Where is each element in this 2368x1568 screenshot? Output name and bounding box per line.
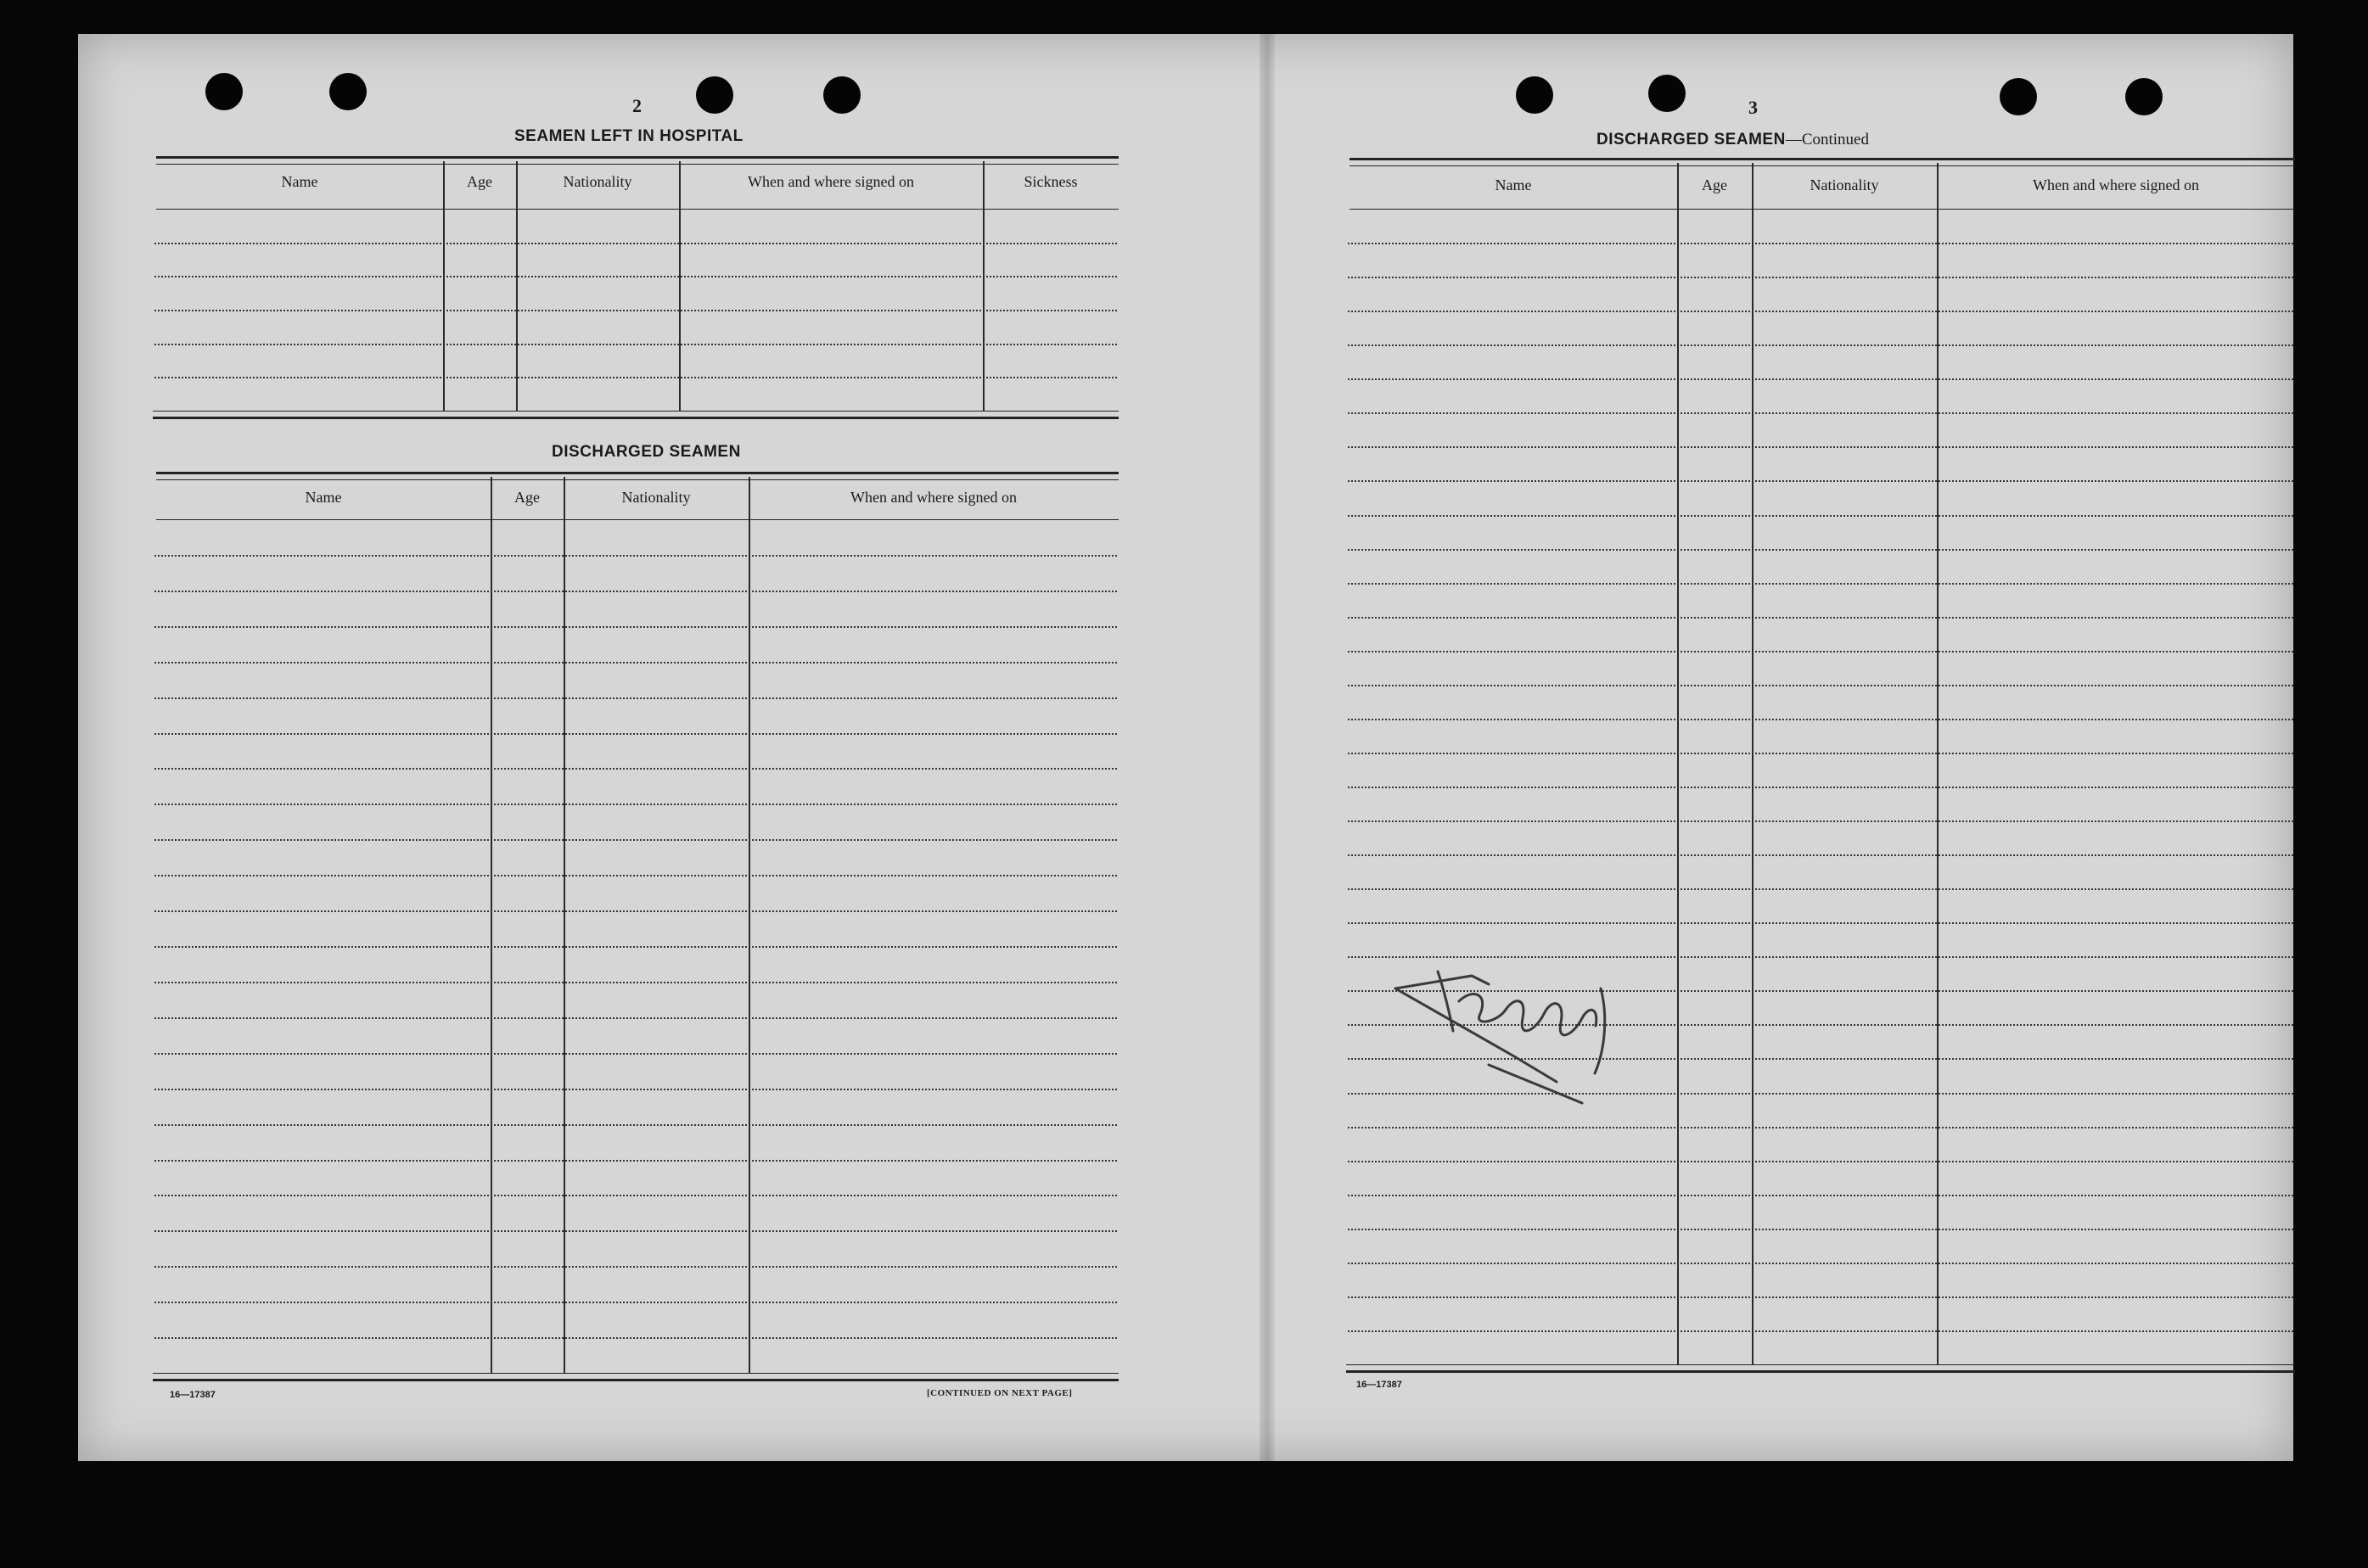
column-divider — [983, 161, 985, 411]
table-row-line — [154, 243, 1117, 244]
table-row-line — [154, 276, 1117, 277]
column-divider — [564, 477, 565, 1373]
column-header: Age — [467, 173, 492, 190]
table-row-line — [1348, 515, 2293, 517]
table-row-line — [1348, 1195, 2293, 1196]
column-header: Nationality — [621, 489, 691, 506]
column-header: Sickness — [1024, 173, 1078, 190]
handwritten-signature — [1378, 938, 1684, 1107]
table-row-line — [1348, 719, 2293, 720]
column-header: Age — [514, 489, 540, 506]
table-row-line — [1348, 990, 2293, 992]
form-code: 16—17387 — [1356, 1380, 1402, 1390]
table-row-line — [154, 591, 1117, 592]
table-row-line — [1348, 1058, 2293, 1060]
column-divider — [516, 161, 518, 411]
center-fold — [1260, 34, 1275, 1461]
table-row-line — [154, 1266, 1117, 1268]
table-row-line — [1348, 888, 2293, 890]
table-bottom-rule — [153, 1373, 1119, 1381]
table-row-line — [154, 662, 1117, 664]
table-row-line — [154, 733, 1117, 735]
column-header: When and where signed on — [748, 173, 914, 190]
punch-hole — [329, 73, 367, 110]
page-number: 3 — [1748, 97, 1758, 118]
table-row-line — [154, 697, 1117, 699]
table-row-line — [154, 310, 1117, 311]
column-header: When and where signed on — [2033, 176, 2199, 193]
left-page — [78, 34, 1258, 1461]
table-row-line — [154, 875, 1117, 876]
table-row-line — [154, 1089, 1117, 1090]
header-rule — [156, 519, 1119, 520]
table-row-line — [1348, 480, 2293, 482]
table-row-line — [154, 910, 1117, 912]
column-divider — [443, 161, 445, 411]
table-row-line — [1348, 378, 2293, 380]
table-row-line — [1348, 549, 2293, 551]
table-top-rule — [156, 472, 1119, 480]
table-row-line — [1348, 820, 2293, 822]
table-row-line — [1348, 787, 2293, 788]
column-header: Name — [305, 489, 342, 506]
table-row-line — [154, 1124, 1117, 1126]
table-row-line — [154, 1160, 1117, 1162]
header-rule — [1350, 209, 2295, 210]
table-row-line — [1348, 311, 2293, 312]
table-row-line — [154, 1017, 1117, 1019]
table-row-line — [1348, 651, 2293, 652]
table-row-line — [1348, 922, 2293, 924]
column-divider — [679, 161, 681, 411]
table-top-rule — [156, 156, 1119, 165]
table-row-line — [154, 555, 1117, 557]
column-divider — [1937, 163, 1939, 1364]
column-header: Name — [1495, 176, 1532, 193]
table-row-line — [154, 982, 1117, 983]
table-row-line — [1348, 1127, 2293, 1128]
column-divider — [1752, 163, 1754, 1364]
right-page — [1277, 34, 2293, 1461]
punch-hole — [2000, 78, 2037, 115]
continued-note: [CONTINUED ON NEXT PAGE] — [927, 1388, 1073, 1398]
table-row-line — [1348, 753, 2293, 754]
table-row-line — [154, 377, 1117, 378]
punch-hole — [205, 73, 243, 110]
header-rule — [156, 209, 1119, 210]
hospital-section-title: SEAMEN LEFT IN HOSPITAL — [514, 127, 744, 145]
table-row-line — [1348, 1024, 2293, 1026]
table-row-line — [1348, 1296, 2293, 1298]
table-row-line — [154, 1302, 1117, 1303]
table-row-line — [1348, 1263, 2293, 1264]
punch-hole — [696, 76, 733, 114]
table-row-line — [1348, 1161, 2293, 1162]
punch-hole — [823, 76, 861, 114]
table-row-line — [1348, 583, 2293, 585]
table-row-line — [1348, 243, 2293, 244]
table-top-rule — [1350, 158, 2295, 166]
column-header: Age — [1702, 176, 1727, 193]
table-row-line — [154, 626, 1117, 628]
column-header: Nationality — [563, 173, 632, 190]
punch-hole — [1648, 75, 1686, 112]
table-row-line — [1348, 617, 2293, 619]
table-row-line — [1348, 1093, 2293, 1095]
column-divider — [491, 477, 492, 1373]
table-row-line — [154, 804, 1117, 805]
table-row-line — [1348, 956, 2293, 958]
continued-suffix: —Continued — [1785, 131, 1869, 148]
punch-hole — [2125, 78, 2163, 115]
column-header: When and where signed on — [850, 489, 1017, 506]
page-number: 2 — [632, 95, 642, 116]
punch-hole — [1516, 76, 1553, 114]
table-row-line — [154, 946, 1117, 948]
table-row-line — [154, 839, 1117, 841]
table-row-line — [154, 1053, 1117, 1055]
discharged-continued-title — [1596, 131, 1869, 149]
table-row-line — [1348, 277, 2293, 278]
table-row-line — [1348, 1229, 2293, 1230]
column-header: Name — [281, 173, 318, 190]
table-row-line — [154, 1195, 1117, 1196]
table-row-line — [1348, 344, 2293, 346]
table-row-line — [154, 344, 1117, 345]
table-row-line — [1348, 854, 2293, 856]
table-row-line — [1348, 1330, 2293, 1332]
form-code: 16—17387 — [170, 1390, 216, 1400]
column-divider — [1677, 163, 1679, 1364]
table-row-line — [1348, 446, 2293, 448]
table-row-line — [1348, 412, 2293, 414]
table-row-line — [154, 768, 1117, 770]
table-row-line — [154, 1230, 1117, 1232]
table-row-line — [1348, 685, 2293, 686]
table-row-line — [154, 1337, 1117, 1339]
section-title-text: DISCHARGED SEAMEN — [1596, 131, 1786, 148]
column-header: Nationality — [1810, 176, 1879, 193]
discharged-section-title: DISCHARGED SEAMEN — [552, 443, 741, 461]
table-bottom-rule — [1346, 1364, 2295, 1373]
scanned-document-sheet — [78, 34, 2293, 1461]
table-bottom-rule — [153, 411, 1119, 419]
column-divider — [749, 477, 750, 1373]
